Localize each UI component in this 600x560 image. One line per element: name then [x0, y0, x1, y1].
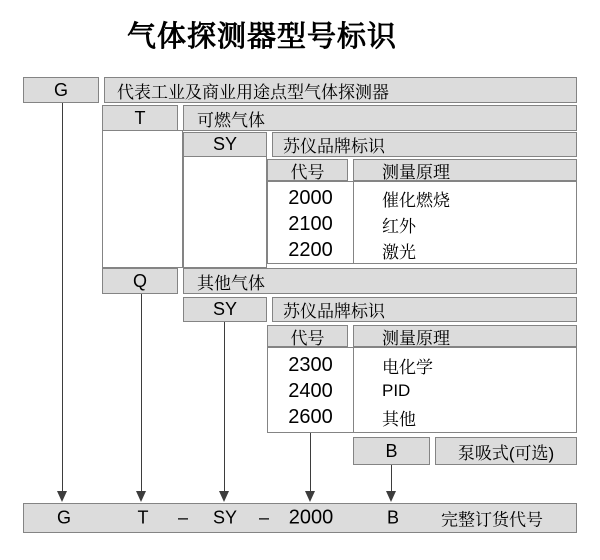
header2-principle-cell — [353, 325, 577, 347]
arrow-down-icon — [386, 491, 396, 502]
order-code-label: 完整订货代号 — [441, 510, 543, 530]
principle-value: 电化学 — [382, 357, 433, 377]
spacer-box-under-t — [102, 130, 183, 268]
diagram-title: 气体探测器型号标识 — [126, 21, 398, 53]
sy2-code-cell — [183, 297, 267, 322]
q-code-label: Q — [132, 270, 147, 291]
header1-principle-label: 测量原理 — [382, 162, 450, 182]
code-value: 2100 — [288, 212, 333, 235]
arrow-down-icon — [57, 491, 67, 502]
principle-value: 激光 — [382, 242, 416, 262]
code-table-2 — [267, 347, 577, 433]
arrow-down-icon — [136, 491, 146, 502]
g-desc-cell — [104, 77, 577, 103]
order-code-dash: – — [177, 507, 189, 528]
t-code-label: T — [134, 107, 146, 128]
connector-line-sy — [224, 322, 225, 491]
principle-value: 催化燃烧 — [382, 190, 450, 210]
header1-code-cell — [267, 159, 348, 181]
sy1-desc-cell — [272, 132, 577, 157]
header1-code-label: 代号 — [290, 162, 325, 182]
code-table-1 — [267, 181, 577, 264]
header2-principle-label: 测量原理 — [382, 328, 450, 348]
connector-line-t-q — [141, 294, 142, 491]
sy2-desc-label: 苏仪品牌标识 — [283, 302, 385, 321]
sy2-desc-cell — [272, 297, 577, 322]
g-desc-label: 代表工业及商业用途点型气体探测器 — [117, 82, 389, 102]
connector-line-b — [391, 465, 392, 491]
order-code-num: 2000 — [288, 506, 334, 529]
code-value: 2600 — [288, 405, 333, 428]
t-desc-label: 可燃气体 — [197, 110, 265, 130]
b-code-label: B — [385, 440, 398, 461]
header1-principle-cell — [353, 159, 577, 181]
order-code-sy: SY — [212, 507, 238, 528]
order-code-t: T — [137, 507, 149, 528]
header2-code-cell — [267, 325, 348, 347]
g-code-label: G — [53, 79, 68, 100]
code-value: 2400 — [288, 379, 333, 402]
q-desc-label: 其他气体 — [197, 273, 265, 293]
b-desc-label: 泵吸式(可选) — [457, 443, 555, 463]
sy1-code-cell — [183, 132, 267, 157]
arrow-down-icon — [305, 491, 315, 502]
sy1-code-label: SY — [212, 134, 237, 154]
order-code-b: B — [386, 507, 400, 528]
spacer-box-under-sy — [183, 156, 267, 268]
arrow-down-icon — [219, 491, 229, 502]
principle-value: 其他 — [382, 409, 416, 429]
sy1-desc-label: 苏仪品牌标识 — [283, 137, 385, 156]
code-value: 2200 — [288, 238, 333, 261]
b-desc-cell — [435, 437, 577, 465]
connector-line-code — [310, 433, 311, 491]
q-desc-cell — [183, 268, 577, 294]
b-code-cell — [353, 437, 430, 465]
sy2-code-label: SY — [212, 299, 237, 319]
principle-value: 红外 — [382, 216, 416, 236]
order-code-row — [23, 503, 577, 533]
principle-value: PID — [382, 381, 411, 400]
connector-line-g — [62, 103, 63, 491]
g-code-cell — [23, 77, 99, 103]
code-value: 2000 — [288, 186, 333, 209]
t-code-cell — [102, 105, 178, 131]
order-code-dash: – — [258, 507, 270, 528]
code-value: 2300 — [288, 353, 333, 376]
header2-code-label: 代号 — [290, 328, 325, 348]
order-code-g: G — [56, 507, 72, 528]
t-desc-cell — [183, 105, 577, 131]
q-code-cell — [102, 268, 178, 294]
